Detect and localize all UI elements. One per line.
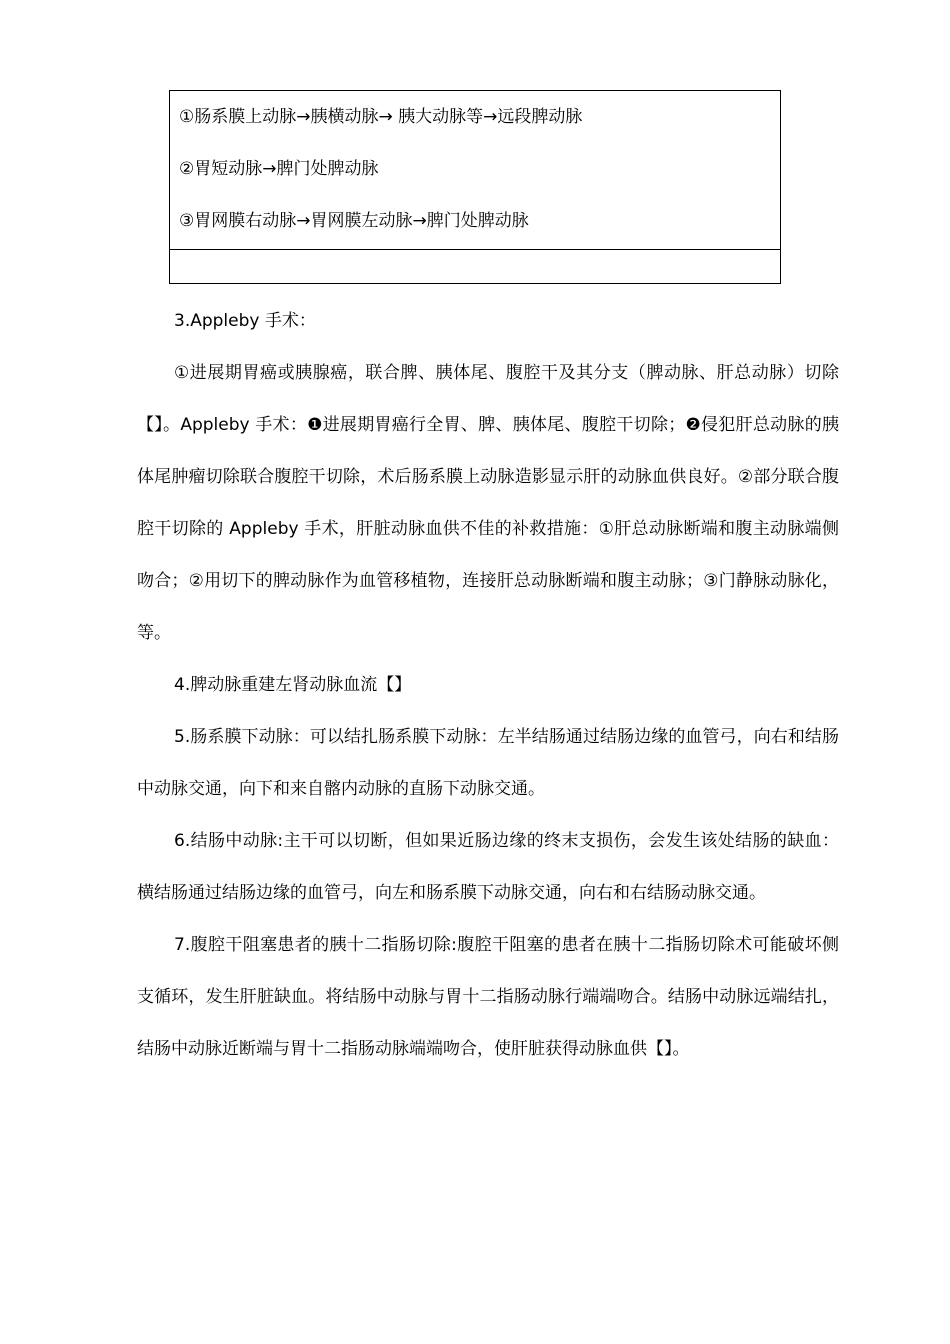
table-divider [170, 249, 780, 250]
table-row: ②胃短动脉→脾门处脾动脉 [179, 159, 379, 179]
paragraph-celiac-occlusion: 7.腹腔干阻塞患者的胰十二指肠切除:腹腔干阻塞的患者在胰十二指肠切除术可能破坏侧支循环，发生肝脏缺血。将结肠中动脉与胃十二指肠动脉行端端吻合。结肠中动脉远端结扎，结肠中动脉近断端与胃十二指肠动脉端端吻合，使肝脏获得动脉血供【】。 [137, 935, 839, 1059]
arterial-pathway-table [169, 90, 781, 284]
section-heading-splenic-renal: 4.脾动脉重建左肾动脉血流【】 [174, 675, 412, 695]
paragraph-middle-colic: 6.结肠中动脉:主干可以切断，但如果近肠边缘的终末支损伤，会发生该处结肠的缺血：横结肠通过结肠边缘的血管弓，向左和肠系膜下动脉交通，向右和右结肠动脉交通。 [137, 831, 839, 903]
paragraph-inferior-mesenteric: 5.肠系膜下动脉：可以结扎肠系膜下动脉：左半结肠通过结肠边缘的血管弓，向右和结肠中动脉交通，向下和来自髂内动脉的直肠下动脉交通。 [137, 727, 839, 799]
table-row: ①肠系膜上动脉→胰横动脉→ 胰大动脉等→远段脾动脉 [179, 107, 583, 127]
body-text [137, 295, 839, 1075]
table-row: ③胃网膜右动脉→胃网膜左动脉→脾门处脾动脉 [179, 211, 529, 231]
paragraph-appleby-detail: ①进展期胃癌或胰腺癌，联合脾、胰体尾、腹腔干及其分支（脾动脉、肝总动脉）切除【】。Appleby 手术：❶进展期胃癌行全胃、脾、胰体尾、腹腔干切除；❷侵犯肝总动脉的胰体尾肿瘤切除联合腹腔干切除，术后肠系膜上动脉造影显示肝的动脉血供良好。②部分联合腹腔干切除的 Appleby 手术，肝脏动脉血供不佳的补救措施：①肝总动脉断端和腹主动脉端侧吻合；②用切下的脾动脉作为血管移植物，连接肝总动脉断端和腹主动脉；③门静脉动脉化，等。 [137, 363, 839, 643]
section-heading-appleby: 3.Appleby 手术： [174, 311, 316, 331]
